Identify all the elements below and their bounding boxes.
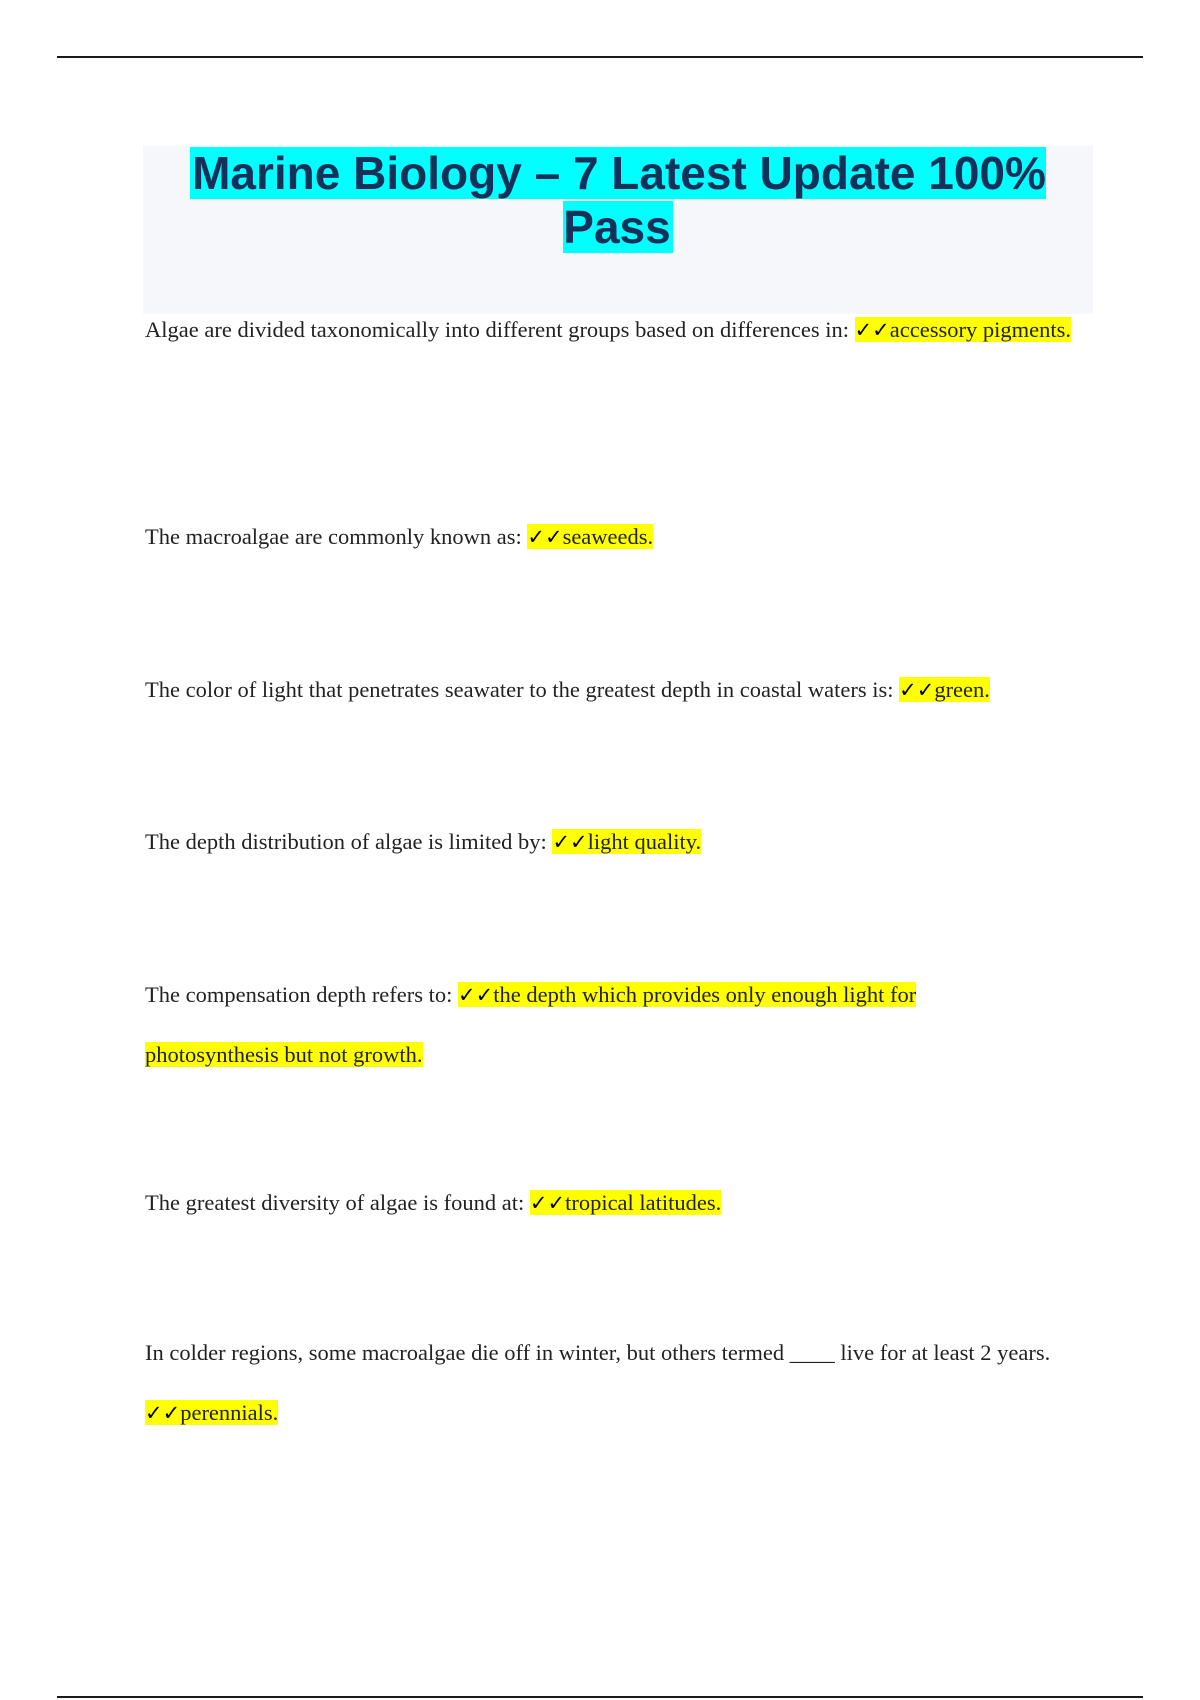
check-mark-icon: ✓✓ [145,1401,181,1425]
answer-highlight [145,1400,278,1425]
answer-text: light quality. [587,829,702,854]
qa-item-3 [145,660,1075,720]
answer-text: tropical latitudes. [565,1190,722,1215]
qa-item-5 [145,965,985,1085]
answer-highlight [552,829,701,854]
document-title-text: Marine Biology – 7 Latest Update 100% Pass [192,147,1046,253]
answer-text: accessory pigments. [889,317,1071,342]
bottom-rule [57,1696,1143,1698]
top-rule [57,56,1143,58]
check-mark-icon: ✓✓ [529,1191,566,1215]
question-text: The greatest diversity of algae is found at: [145,1190,530,1215]
answer-highlight [855,317,1071,342]
answer-text: green. [934,677,990,702]
question-text: The color of light that penetrates seawater to the greatest depth in coastal waters is: [145,677,900,702]
qa-item-4 [145,812,1075,872]
answer-highlight [527,524,653,549]
qa-item-7 [145,1323,1075,1443]
answer-text: perennials. [180,1400,279,1425]
check-mark-icon: ✓✓ [899,678,935,702]
qa-item-6 [145,1173,1075,1233]
question-text: The depth distribution of algae is limited by: [145,829,553,854]
title-panel [143,146,1093,314]
check-mark-icon: ✓✓ [552,830,588,854]
answer-highlight [530,1190,721,1215]
qa-item-2 [145,507,1075,567]
check-mark-icon: ✓✓ [854,318,890,342]
answer-text: seaweeds. [562,524,654,549]
question-text: Algae are divided taxonomically into different groups based on differences in: [145,317,855,342]
answer-highlight [899,677,990,702]
question-text: In colder regions, some macroalgae die off in winter, but others termed ____ live for at least 2 years. [145,1340,1051,1365]
check-mark-icon: ✓✓ [527,525,563,549]
question-text: The compensation depth refers to: [145,982,459,1007]
qa-item-1 [145,300,1075,360]
answer-text: the depth which provides only enough light for photosynthesis but not growth. [145,982,917,1067]
check-mark-icon: ✓✓ [458,983,494,1007]
document-title [143,146,1093,254]
question-text: The macroalgae are commonly known as: [145,524,528,549]
